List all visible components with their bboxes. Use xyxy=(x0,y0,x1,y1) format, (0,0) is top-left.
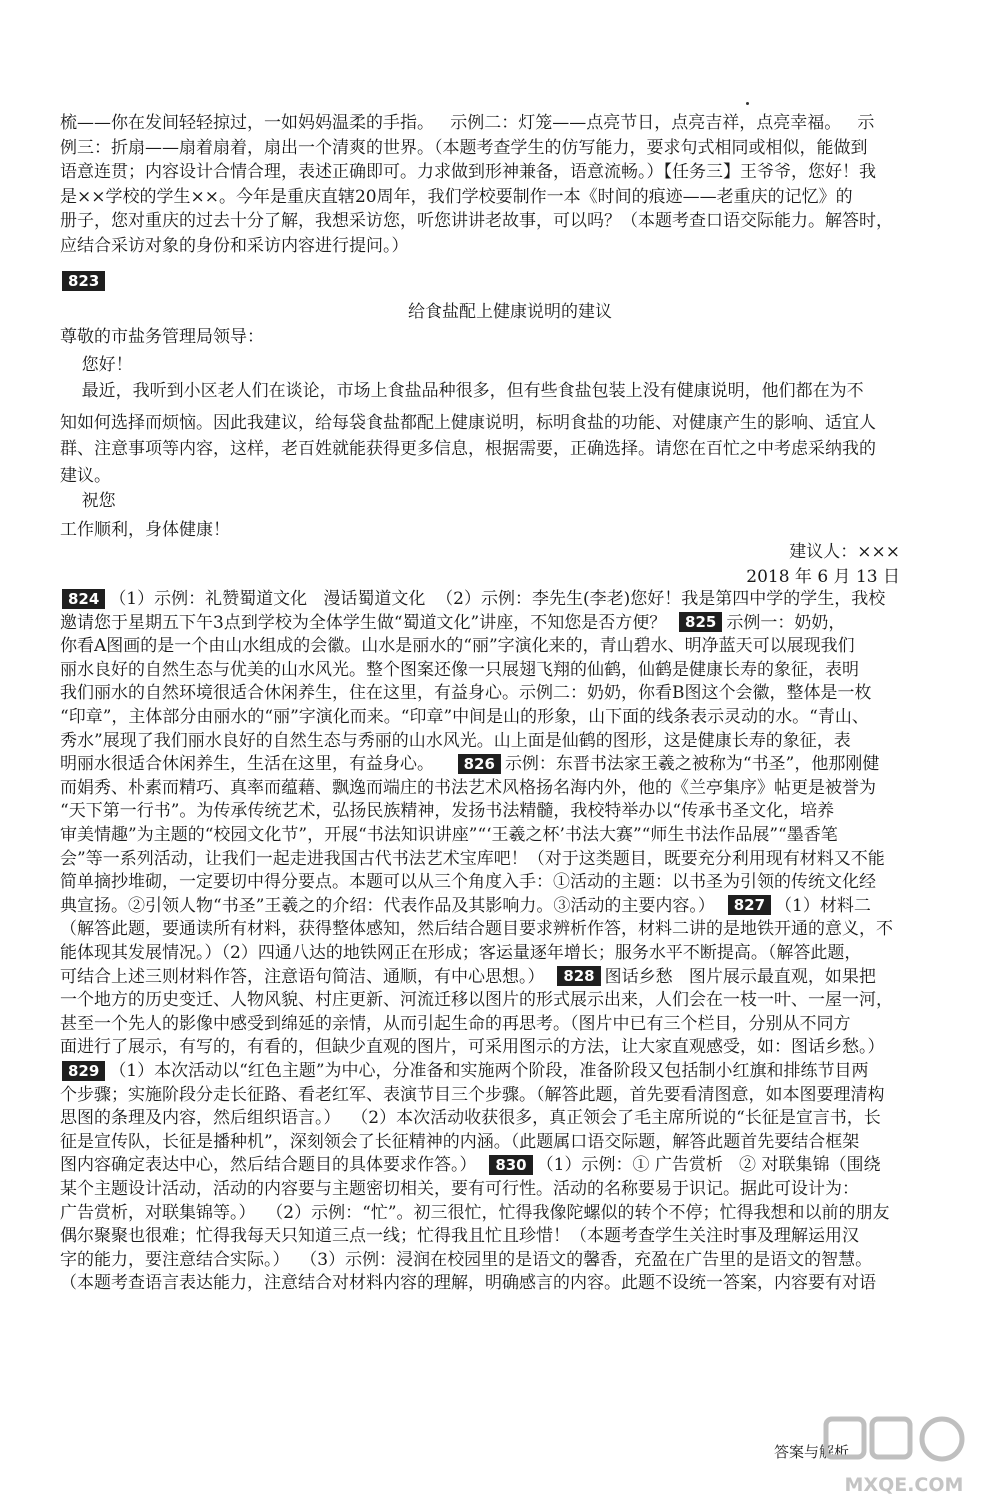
text-run: 思图的条理及内容，然后组织语言。） （2）本次活动收获很多，真正领会了毛主席所说的“长征是宣言书，长 xyxy=(60,1108,881,1129)
text-run: 广告赏析，对联集锦等。） （2）示例：“忙”。初三很忙，忙得我像陀螺似的转个不停；忙得我想和以前的朋友 xyxy=(60,1202,890,1223)
text-run: （解答此题，要通读所有材料，获得整体感知，然后结合题目要求辨析作答，材料二讲的是地铁开通的意义，不 xyxy=(60,919,893,940)
watermark-shape xyxy=(922,1419,962,1459)
text-run: 个步骤；实施阶段分走长征路、看老红军、表演节目三个步骤。（解答此题，首先要看清图意，如本图要理清构 xyxy=(60,1084,885,1105)
text-run: 群、注意事项等内容，这样，老百姓就能获得更多信息，根据需要，正确选择。请您在百忙之中考虑采纳我的 xyxy=(60,439,876,459)
question-number-badge: 826 xyxy=(458,754,501,774)
text-line xyxy=(60,1268,920,1298)
text-run: 邀请您于星期五下午3点到学校为全体学生做“蜀道文化”讲座，不知您是否方便？ xyxy=(60,612,678,633)
text-run: 册子，您对重庆的过去十分了解，我想采访您，听您讲讲老故事，可以吗？（本题考查口语交际能力。解答时， xyxy=(60,211,893,232)
text-run: 甚至一个先人的影像中感受到绵延的亲情，从而引起生命的再思考。（图片中已有三个栏目，分别从不同方 xyxy=(60,1013,851,1034)
text-run: （1）材料二 xyxy=(775,895,871,916)
question-number-badge: 830 xyxy=(489,1155,532,1175)
question-number-badge: 823 xyxy=(62,271,105,291)
text-line xyxy=(60,266,920,296)
watermark-shape xyxy=(872,1419,910,1457)
watermark-shape xyxy=(826,1419,864,1457)
text-run: 语意连贯；内容设计合情合理，表述正确即可。力求做到形神兼备，语意流畅。）【任务三】王爷爷，您好！我 xyxy=(60,162,876,183)
text-run: 示例：东晋书法家王羲之被称为“书圣”，他那刚健 xyxy=(504,754,880,775)
text-run: 示例一：奶奶， xyxy=(726,612,846,633)
text-run: 字的能力，要注意结合实际。） （3）示例：浸润在校园里的是语文的馨香，充盈在广告里的是语文的智慧。 xyxy=(60,1249,873,1270)
text-run: 秀水”展现了我们丽水良好的自然生态与秀丽的山水风光。山上面是仙鹤的图形，这是健康长寿的象征，表 xyxy=(60,730,851,751)
question-number-badge: 828 xyxy=(557,966,600,986)
text-run: “天下第一行书”。为传承传统艺术，弘扬民族精神，发扬书法精髓，我校特举办以“传承书圣文化，培养 xyxy=(60,801,835,822)
page-footer-label: 答案与解析 xyxy=(774,1443,850,1461)
text-run: 我们丽水的自然环境很适合休闲养生，住在这里，有益身心。示例二：奶奶，你看B图这个会徽，整体是一枚 xyxy=(60,683,872,704)
text-run: （1）示例：① 广告赏析 ② 对联集锦（围绕 xyxy=(536,1155,881,1176)
question-number-badge: 825 xyxy=(679,612,722,632)
text-run: 祝您 xyxy=(60,491,116,511)
text-run: 能体现其发展情况。）（2）四通八达的地铁网正在形成；客运量逐年增长；服务水平不断提高。（解答此题， xyxy=(60,943,862,963)
text-run: 面进行了展示，有写的，有看的，但缺少直观的图片，可采用图示的方法，让大家直观感受，如：图话乡愁。） xyxy=(60,1037,885,1058)
text-run: 是××学校的学生××。今年是重庆直辖20周年，我们学校要制作一本《时间的痕迹——老重庆的记忆》的 xyxy=(60,186,853,207)
text-run: 尊敬的市盐务管理局领导： xyxy=(60,327,264,347)
text-run: “印章”，主体部分由丽水的“丽”字演化而来。“印章”中间是山的形象，山下面的线条表示灵动的水。“青山、 xyxy=(60,707,869,727)
text-run: 可结合上述三则材料作答，注意语句简洁、通顺，有中心思想。） xyxy=(60,966,556,987)
text-run: （1）本次活动以“红色主题”为中心，分准备和实施两个阶段，准备阶段又包括制小红旗和排练节目两 xyxy=(109,1061,869,1081)
text-run: 而娟秀、朴素而精巧、真率而蕴藉、飘逸而端庄的书法艺术风格扬名海内外，他的《兰亭集序》帖更是被誉为 xyxy=(60,777,876,798)
text-run: 会”等一系列活动，让我们一起走进我国古代书法艺术宝库吧！（对于这类题目，既要充分利用现有材料又不能 xyxy=(60,848,885,869)
text-line xyxy=(60,434,920,464)
text-run: 你看A图画的是一个由山水组成的会徽。山水是丽水的“丽”字演化来的，青山碧水、明净蓝天可以展现我们 xyxy=(60,636,855,657)
scan-speck xyxy=(746,102,749,105)
text-run: 例三：折扇——扇着扇着，扇出一个清爽的世界。（本题考查学生的仿写能力，要求句式相同或相似，能做到 xyxy=(60,137,868,158)
text-run: 工作顺利，身体健康！ xyxy=(60,520,230,540)
text-run: 建议。 xyxy=(60,466,111,486)
text-line xyxy=(60,486,920,516)
text-run: 丽水良好的自然生态与优美的山水风光。整个图案还像一只展翅飞翔的仙鹤，仙鹤是健康长寿的象征，表明 xyxy=(60,659,859,680)
text-line xyxy=(60,231,920,261)
text-run: 应结合采访对象的身份和采访内容进行提问。） xyxy=(60,236,409,256)
text-run: 明丽水很适合休闲养生，生活在这里，有益身心。 xyxy=(60,754,456,775)
text-run: 典宣扬。②引领人物“书圣”王羲之的介绍：代表作品及其影响力。③活动的主要内容。） xyxy=(60,895,726,916)
question-number-badge: 827 xyxy=(728,895,771,915)
text-run: 一个地方的历史变迁、人物风貌、村庄更新、河流迁移以图片的形式展示出来，人们会在一枝一叶、一屋一河， xyxy=(60,990,893,1011)
letter-title: 给食盐配上健康说明的建议 xyxy=(408,302,612,322)
text-run: 知如何选择而烦恼。因此我建议，给每袋食盐都配上健康说明，标明食盐的功能、对健康产生的影响、适宜人 xyxy=(60,413,876,433)
text-run: 图话乡愁 图片展示最直观，如果把 xyxy=(604,966,876,987)
watermark-text: MXQE.COM xyxy=(844,1474,964,1496)
letter-date: 2018 年 6 月 13 日 xyxy=(746,567,900,587)
text-run: 某个主题设计活动，活动的内容要与主题密切相关，要有可行性。活动的名称要易于识记。据此可设计为： xyxy=(60,1179,859,1199)
text-run: 偶尔聚聚也很难；忙得我每天只知道三点一线；忙得我且忙且珍惜！（本题考查学生关注时事及理解运用汉 xyxy=(60,1226,859,1247)
text-run: 简单摘抄堆砌，一定要切中得分要点。本题可以从三个角度入手：①活动的主题：以书圣为引领的传统文化经 xyxy=(60,872,876,893)
letter-signature: 建议人：××× xyxy=(789,542,900,562)
text-run: 审美情趣”为主题的“校园文化节”，开展“书法知识讲座”“‘王羲之杯’书法大赛”“师生书法作品展”“墨香笔 xyxy=(60,825,838,845)
text-run: 梳——你在发间轻轻掠过，一如妈妈温柔的手指。 示例二：灯笼——点亮节日，点亮吉祥，点亮幸福。 示 xyxy=(60,113,875,133)
question-number-badge: 829 xyxy=(62,1061,105,1081)
watermark-logo xyxy=(818,1415,993,1497)
text-run: （1）示例：礼赞蜀道文化 漫话蜀道文化 （2）示例：李先生(李老)您好！我是第四中学的学生，我校 xyxy=(109,589,886,609)
text-run: 图内容确定表达中心，然后结合题目的具体要求作答。） xyxy=(60,1155,488,1176)
text-run: 您好！ xyxy=(60,355,133,375)
text-run: 征是宣传队，长征是播种机”，深刻领会了长征精神的内涵。（此题属口语交际题，解答此题首先要结合框架 xyxy=(60,1131,860,1152)
text-run: （本题考查语言表达能力，注意结合对材料内容的理解，明确感言的内容。此题不设统一答案，内容要有对语 xyxy=(60,1273,876,1294)
text-run: 最近，我听到小区老人们在谈论，市场上食盐品种很多，但有些食盐包装上没有健康说明，他们都在为不 xyxy=(60,381,864,401)
text-line xyxy=(60,376,920,406)
question-number-badge: 824 xyxy=(62,589,105,609)
